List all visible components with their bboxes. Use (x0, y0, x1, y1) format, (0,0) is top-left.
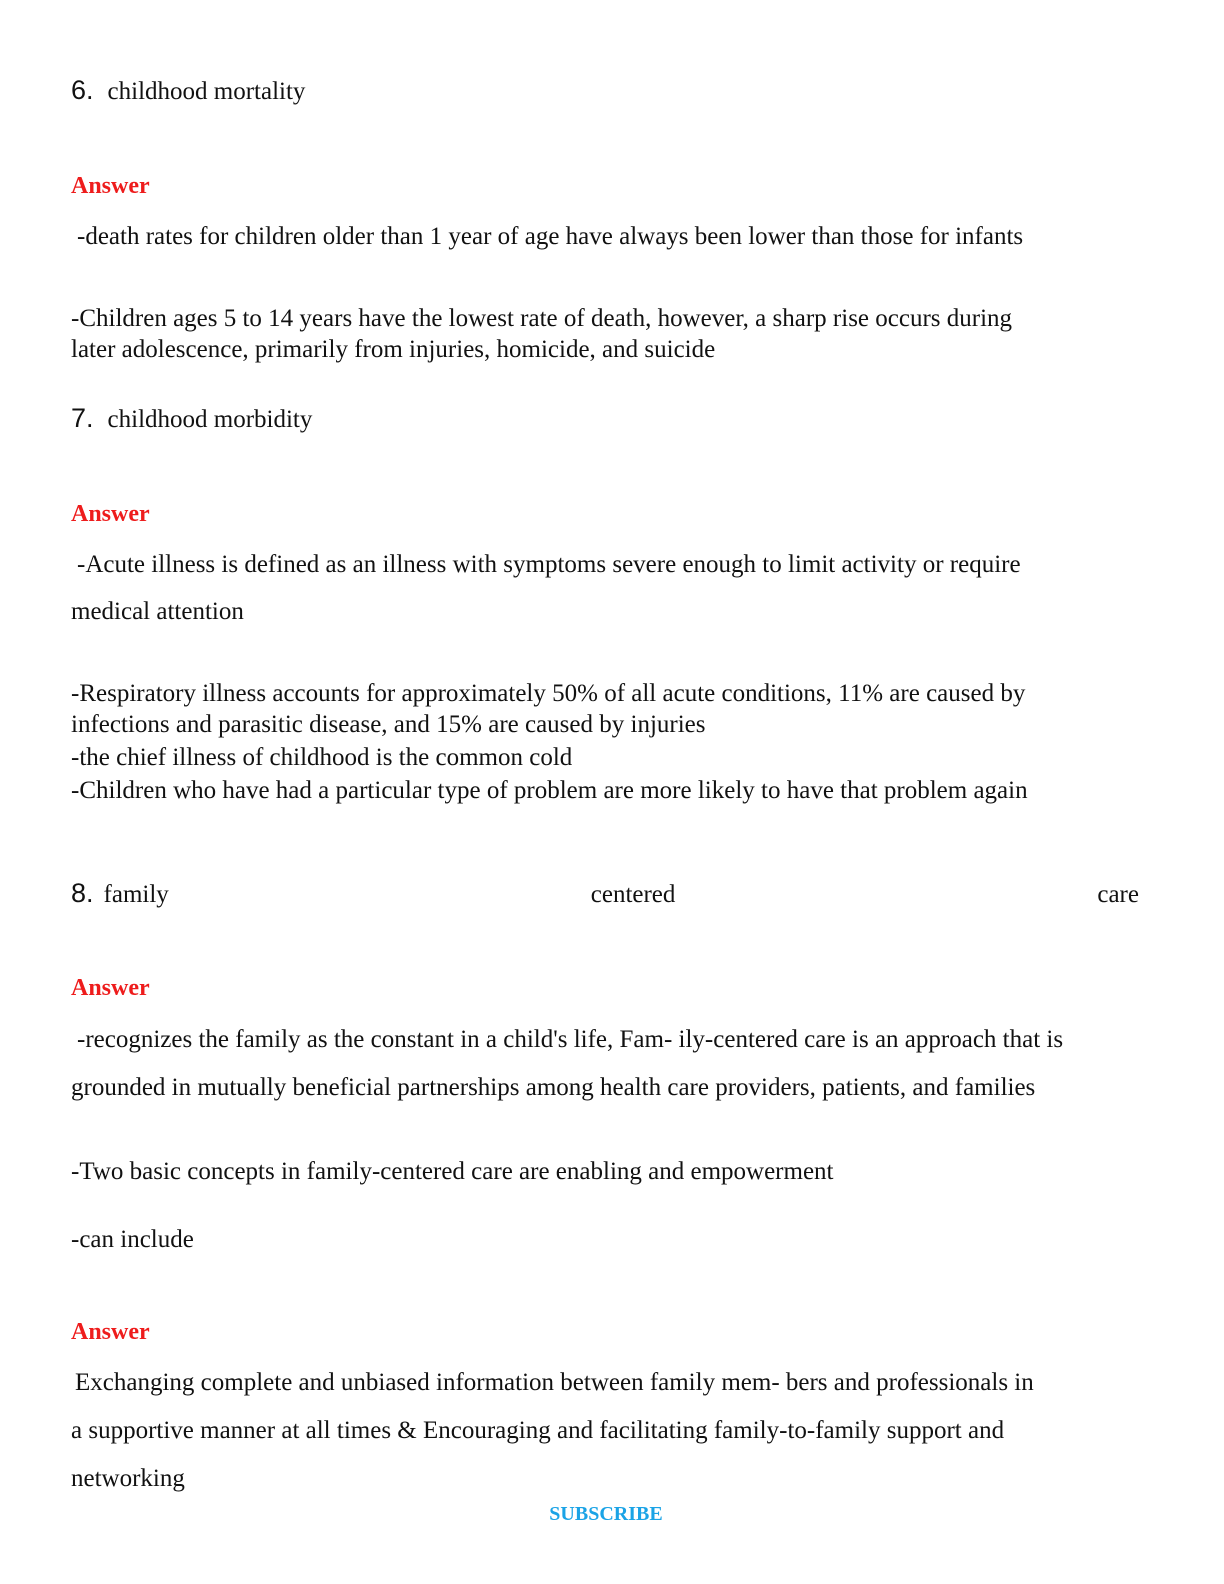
answer-paragraph: -Children ages 5 to 14 years have the lowest rate of death, however, a sharp rise occurs during (71, 305, 1013, 332)
answer-paragraph: -can include (71, 1226, 194, 1253)
answer-paragraph: networking (71, 1465, 185, 1492)
question-number: 6. (71, 75, 94, 105)
answer-paragraph: grounded in mutually beneficial partnerships among health care providers, patients, and families (71, 1074, 1036, 1101)
question-7-heading (71, 403, 312, 434)
answer-paragraph: -death rates for children older than 1 year of age have always been lower than those for infants (77, 223, 1024, 250)
answer-paragraph: -Acute illness is defined as an illness with symptoms severe enough to limit activity or require (77, 551, 1021, 578)
answer-paragraph: -Two basic concepts in family-centered care are enabling and empowerment (71, 1158, 834, 1185)
question-8-heading (71, 878, 1139, 909)
question-title: childhood mortality (107, 78, 306, 105)
question-title: childhood morbidity (107, 406, 313, 433)
answer-label: Answer (71, 501, 150, 527)
subscribe-link[interactable]: SUBSCRIBE (549, 1503, 663, 1525)
answer-paragraph: a supportive manner at all times & Encouraging and facilitating family-to-family support and (71, 1417, 1005, 1444)
question-title-word: care (1097, 881, 1139, 908)
question-title-word: centered (590, 881, 676, 908)
answer-paragraph: infections and parasitic disease, and 15% are caused by injuries (71, 711, 706, 738)
question-number: 8. (71, 878, 94, 908)
answer-label: Answer (71, 1319, 150, 1345)
question-8-first-word (71, 878, 169, 909)
question-number: 7. (71, 403, 94, 433)
answer-paragraph: Exchanging complete and unbiased information between family mem- bers and professionals in (75, 1369, 1034, 1396)
answer-paragraph: -the chief illness of childhood is the common cold (71, 744, 573, 771)
answer-paragraph: -Respiratory illness accounts for approximately 50% of all acute conditions, 11% are caused by (71, 680, 1026, 707)
question-title-word: family (103, 881, 169, 908)
answer-paragraph: medical attention (71, 598, 244, 625)
answer-label: Answer (71, 975, 150, 1001)
question-6-heading (71, 75, 305, 106)
answer-paragraph: later adolescence, primarily from injuries, homicide, and suicide (71, 336, 716, 363)
answer-paragraph: -Children who have had a particular type of problem are more likely to have that problem again (71, 777, 1028, 804)
answer-label: Answer (71, 173, 150, 199)
answer-paragraph: -recognizes the family as the constant in a child's life, Fam- ily-centered care is an approach that is (77, 1026, 1064, 1053)
